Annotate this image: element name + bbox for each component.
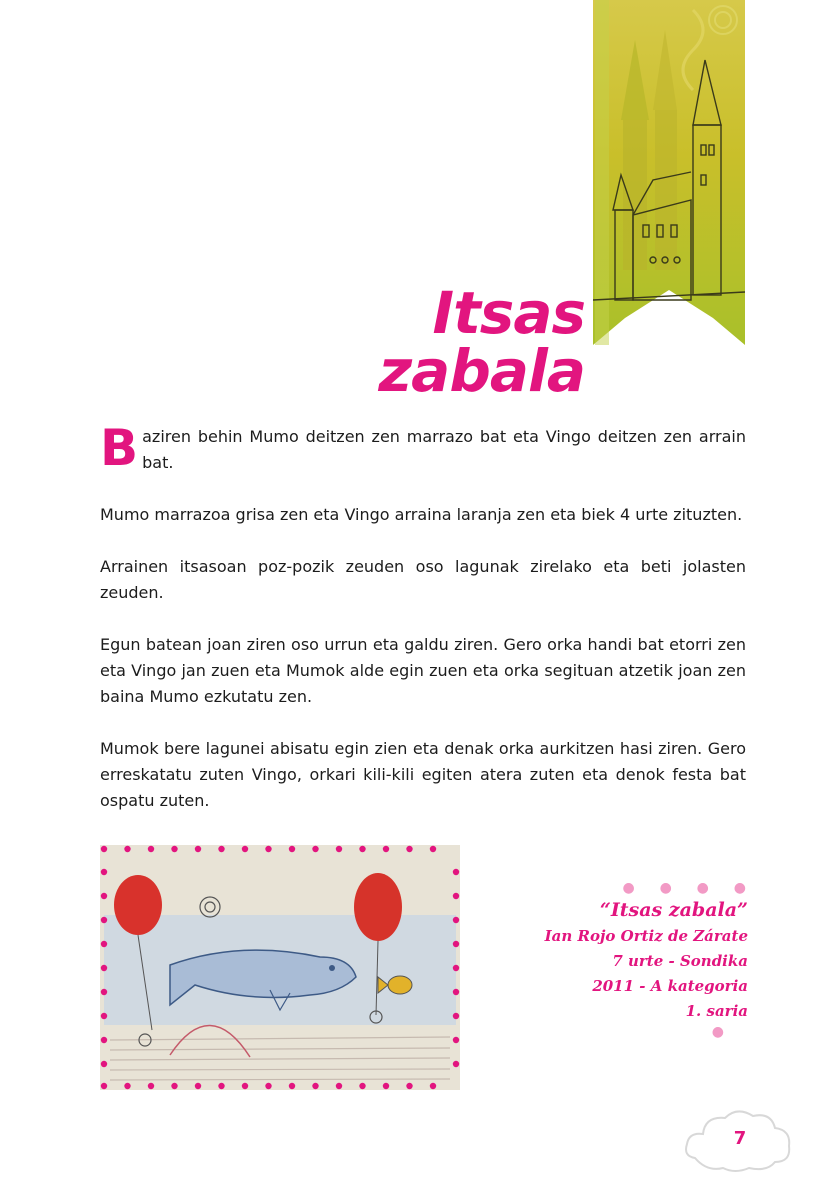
border-dot <box>124 846 130 852</box>
drop-cap: B <box>100 419 139 477</box>
border-dot <box>101 1061 107 1067</box>
credit-year-category: 2011 - A kategoria <box>592 977 748 995</box>
border-dot <box>218 1083 224 1089</box>
border-dot <box>171 846 177 852</box>
story-paragraph-3: Arrainen itsasoan poz-pozik zeuden oso lagunak zirelako eta beti jolasten zeuden. <box>100 557 746 602</box>
castle-banner-illustration <box>593 0 745 350</box>
border-dot <box>101 893 107 899</box>
credit-dots-decoration: ● ● ● ● <box>622 880 756 896</box>
border-dot <box>195 846 201 852</box>
story-paragraph-4: Egun batean joan ziren oso urrun eta galdu ziren. Gero orka handi bat etorri zen eta Vingo jan zuen eta Mumok alde egin zuen eta orka segituan atzetik joan zen baina Mumo ezkutatu zen. <box>100 635 746 706</box>
story-paragraph-1 <box>100 419 746 477</box>
border-dot <box>195 1083 201 1089</box>
border-dot <box>453 941 459 947</box>
border-dot <box>312 1083 318 1089</box>
border-dot <box>453 1061 459 1067</box>
border-dot <box>265 846 271 852</box>
border-dot <box>336 1083 342 1089</box>
border-dot <box>101 869 107 875</box>
border-dot <box>101 1083 107 1089</box>
border-dot <box>430 1083 436 1089</box>
credit-age-place: 7 urte - Sondika <box>612 952 748 970</box>
border-dot <box>453 917 459 923</box>
paragraph-1-text: aziren behin Mumo deitzen zen marrazo bat eta Vingo deitzen zen arrain bat. <box>142 427 746 472</box>
border-dot <box>101 846 107 852</box>
drawing-frame <box>100 845 460 1090</box>
border-dot <box>453 893 459 899</box>
border-dot <box>101 917 107 923</box>
border-dot <box>453 989 459 995</box>
story-paragraph-2: Mumo marrazoa grisa zen eta Vingo arraina laranja zen eta biek 4 urte zituzten. <box>100 505 743 524</box>
page-number: 7 <box>733 1128 747 1149</box>
border-dot <box>383 846 389 852</box>
border-dot <box>242 846 248 852</box>
border-dot <box>148 846 154 852</box>
border-dot <box>312 846 318 852</box>
border-dot <box>453 965 459 971</box>
border-dot <box>453 869 459 875</box>
border-dot <box>359 1083 365 1089</box>
credit-prize: 1. saria <box>685 1002 748 1020</box>
border-dot <box>453 1013 459 1019</box>
border-dot <box>289 846 295 852</box>
border-dot <box>406 1083 412 1089</box>
page-title: Itsas zabala <box>378 279 585 405</box>
border-dot <box>124 1083 130 1089</box>
border-dot <box>406 846 412 852</box>
story-paragraph-5: Mumok bere lagunei abisatu egin zien eta denak orka aurkitzen hasi ziren. Gero erreskatatu zuten Vingo, orkari kili-kili egiten atera zuten eta denok festa bat ospatu zuten. <box>100 739 746 810</box>
credit-end-dot: ● <box>711 1024 724 1040</box>
border-dot <box>171 1083 177 1089</box>
border-dot <box>265 1083 271 1089</box>
border-dot <box>101 1013 107 1019</box>
border-dot <box>101 1037 107 1043</box>
border-dot <box>101 965 107 971</box>
border-dot <box>289 1083 295 1089</box>
border-dot <box>453 1037 459 1043</box>
border-dot <box>359 846 365 852</box>
border-dot <box>218 846 224 852</box>
border-dot <box>336 846 342 852</box>
dotted-border <box>100 845 460 1090</box>
credit-work-title: “Itsas zabala” <box>599 899 748 921</box>
border-dot <box>101 941 107 947</box>
border-dot <box>430 846 436 852</box>
credit-block <box>520 880 756 1040</box>
credit-author: Ian Rojo Ortiz de Zárate <box>544 927 748 945</box>
border-dot <box>101 989 107 995</box>
border-dot <box>148 1083 154 1089</box>
border-dot <box>242 1083 248 1089</box>
story-text <box>100 419 746 840</box>
border-dot <box>383 1083 389 1089</box>
